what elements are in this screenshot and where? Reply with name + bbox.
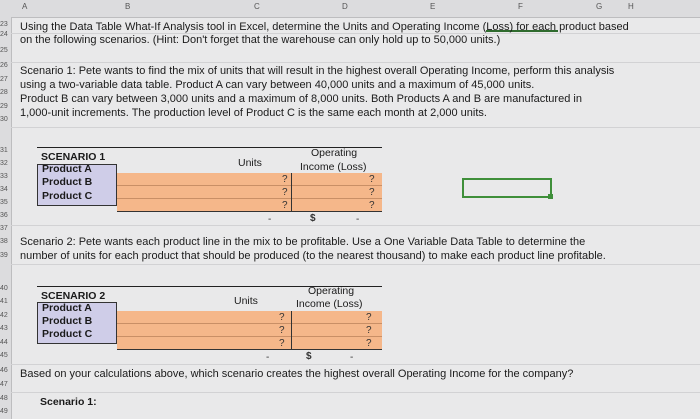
- row-header[interactable]: 38: [0, 238, 8, 245]
- table1-oi-c[interactable]: ?: [369, 200, 375, 211]
- row-header[interactable]: 40: [0, 285, 8, 292]
- table2-product-a[interactable]: Product A: [42, 302, 92, 314]
- row-header[interactable]: 36: [0, 212, 8, 219]
- scenario1-line-1: Scenario 1: Pete wants to find the mix of units that will result in the highest overall Operating Income, perform this analysis: [20, 65, 615, 77]
- row-header[interactable]: 33: [0, 173, 8, 180]
- table1-fill-row-2: [117, 186, 382, 199]
- table2-oi-c[interactable]: ?: [366, 338, 372, 349]
- table1-units-b[interactable]: ?: [282, 187, 288, 198]
- table1-oi-b[interactable]: ?: [369, 187, 375, 198]
- table2-title[interactable]: SCENARIO 2: [41, 290, 106, 302]
- table1-total-units[interactable]: -: [268, 214, 272, 225]
- selected-cell-handle[interactable]: [548, 194, 553, 199]
- table2-oi-header-1[interactable]: Operating: [308, 285, 355, 297]
- intro-line-2: on the following scenarios. (Hint: Don't forget that the warehouse can only hold up to 50,000 units.): [20, 34, 501, 46]
- row-header[interactable]: 25: [0, 47, 8, 54]
- row-header[interactable]: 44: [0, 339, 8, 346]
- table2-oi-b[interactable]: ?: [366, 325, 372, 336]
- column-header-b[interactable]: B: [125, 2, 131, 11]
- column-header-f[interactable]: F: [518, 2, 523, 11]
- answer-label-scenario1[interactable]: Scenario 1:: [40, 396, 97, 408]
- table2-units-c[interactable]: ?: [279, 338, 285, 349]
- row-header[interactable]: 32: [0, 160, 8, 167]
- gridline: [11, 392, 700, 393]
- table2-units-a[interactable]: ?: [279, 312, 285, 323]
- table2-fill-row-2: [117, 324, 382, 337]
- table1-oi-header-1[interactable]: Operating: [311, 147, 358, 159]
- table1-oi-a[interactable]: ?: [369, 174, 375, 185]
- table1-divider: [291, 173, 292, 212]
- row-header[interactable]: 30: [0, 116, 8, 123]
- column-header-bar: [0, 0, 700, 18]
- row-header[interactable]: 28: [0, 89, 8, 96]
- table2-oi-header-2[interactable]: Income (Loss): [296, 298, 363, 310]
- table2-total-oi[interactable]: -: [350, 352, 354, 363]
- column-header-a[interactable]: A: [22, 2, 28, 11]
- table1-units-a[interactable]: ?: [282, 174, 288, 185]
- gridline: [11, 62, 700, 63]
- table2-total-dollar: $: [306, 351, 312, 362]
- row-header[interactable]: 37: [0, 225, 8, 232]
- row-header[interactable]: 43: [0, 325, 8, 332]
- gridline: [11, 225, 700, 226]
- table2-product-c[interactable]: Product C: [42, 328, 93, 340]
- row-header[interactable]: 39: [0, 252, 8, 259]
- row-header[interactable]: 27: [0, 76, 8, 83]
- table1-title[interactable]: SCENARIO 1: [41, 151, 106, 163]
- table1-total-oi[interactable]: -: [356, 214, 360, 225]
- row-header[interactable]: 34: [0, 186, 8, 193]
- row-header[interactable]: 49: [0, 408, 8, 415]
- gridline: [11, 264, 700, 265]
- column-header-c[interactable]: C: [254, 2, 260, 11]
- scenario2-line-2: number of units for each product that should be produced (to the nearest thousand) to make each product line profitable.: [20, 250, 606, 262]
- row-header[interactable]: 23: [0, 21, 8, 28]
- final-question: Based on your calculations above, which scenario creates the highest overall Operating Income for the company?: [20, 368, 574, 380]
- table1-total-dollar: $: [310, 213, 316, 224]
- table2-units-b[interactable]: ?: [279, 325, 285, 336]
- row-header[interactable]: 24: [0, 31, 8, 38]
- table2-divider: [291, 311, 292, 350]
- column-header-e[interactable]: E: [430, 2, 436, 11]
- row-header[interactable]: 26: [0, 62, 8, 69]
- row-header[interactable]: 45: [0, 352, 8, 359]
- row-header[interactable]: 35: [0, 199, 8, 206]
- table1-product-c[interactable]: Product C: [42, 190, 93, 202]
- table2-fill-row-3: [117, 337, 382, 350]
- table1-product-b[interactable]: Product B: [42, 176, 93, 188]
- table1-product-a[interactable]: Product A: [42, 163, 92, 175]
- scenario1-line-3: Product B can vary between 3,000 units and a maximum of 8,000 units. Both Products A and B are manufactured in: [20, 93, 582, 105]
- row-header[interactable]: 42: [0, 312, 8, 319]
- table1-units-c[interactable]: ?: [282, 200, 288, 211]
- column-header-h[interactable]: H: [628, 2, 634, 11]
- column-header-d[interactable]: D: [342, 2, 348, 11]
- column-header-g[interactable]: G: [596, 2, 603, 11]
- row-header[interactable]: 46: [0, 367, 8, 374]
- row-header-bar: [0, 17, 12, 419]
- table2-product-b[interactable]: Product B: [42, 315, 93, 327]
- scenario1-line-2: using a two-variable data table. Product A can vary between 40,000 units and a maximum of 45,000 units.: [20, 79, 535, 91]
- table1-fill-row-3: [117, 199, 382, 212]
- table2-total-units[interactable]: -: [266, 352, 270, 363]
- table1-oi-header-2[interactable]: Income (Loss): [300, 161, 367, 173]
- table1-fill-row-1: [117, 173, 382, 186]
- table1-units-header[interactable]: Units: [238, 157, 262, 169]
- gridline: [11, 127, 700, 128]
- table2-oi-a[interactable]: ?: [366, 312, 372, 323]
- table2-units-header[interactable]: Units: [234, 295, 258, 307]
- row-header[interactable]: 31: [0, 147, 8, 154]
- scenario2-line-1: Scenario 2: Pete wants each product line in the mix to be profitable. Use a One Variable Data Table to determine the: [20, 236, 586, 248]
- gridline: [11, 364, 700, 365]
- row-header[interactable]: 47: [0, 381, 8, 388]
- row-header[interactable]: 29: [0, 103, 8, 110]
- intro-line-1: Using the Data Table What-If Analysis tool in Excel, determine the Units and Operating Income (Loss) for each product based: [20, 21, 629, 33]
- row-header[interactable]: 48: [0, 395, 8, 402]
- row-header[interactable]: 41: [0, 298, 8, 305]
- selected-cell[interactable]: [462, 178, 552, 198]
- scenario1-line-4: 1,000-unit increments. The production level of Product C is the same each month at 2,000 units.: [20, 107, 487, 119]
- table2-fill-row-1: [117, 311, 382, 324]
